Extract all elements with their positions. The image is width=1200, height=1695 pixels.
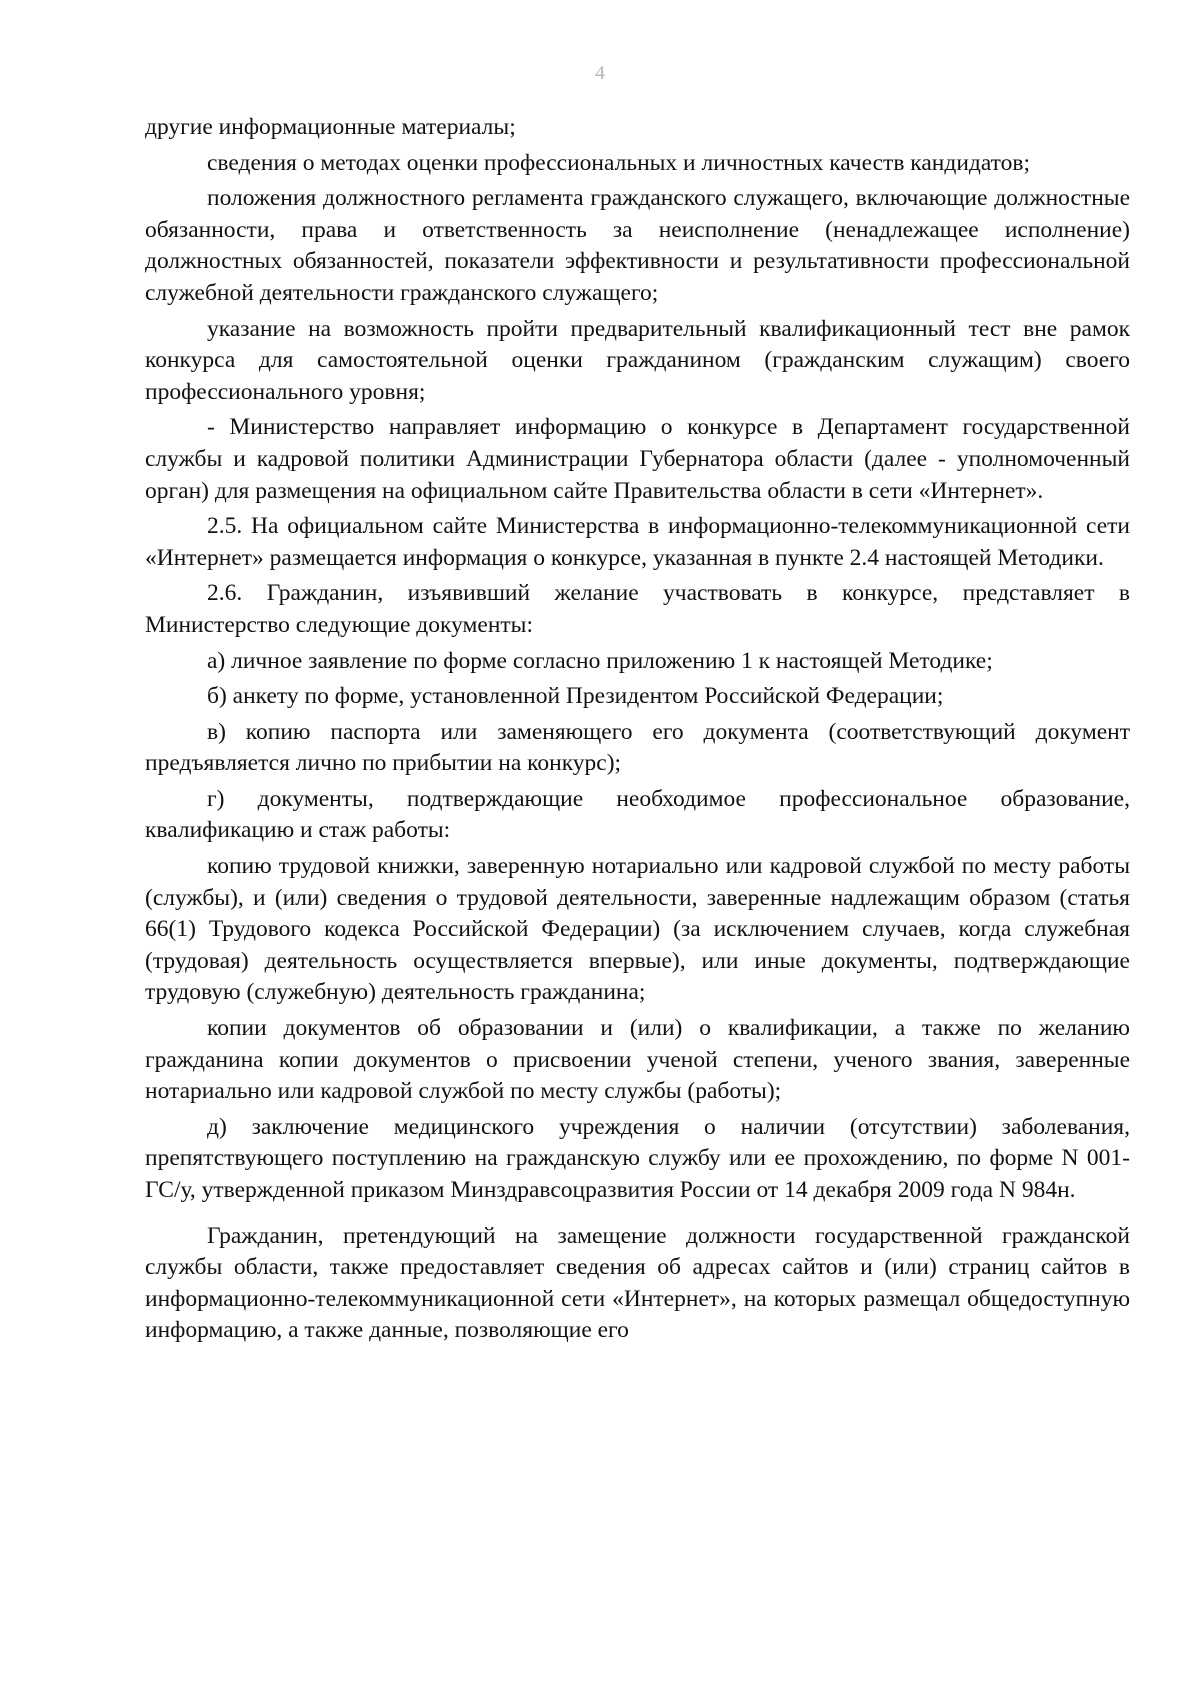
paragraph-2-5: 2.5. На официальном сайте Министерства в информационно-телекоммуникационной сети «Интернет» размещается информация о конкурсе, указанная в пункте 2.4 настоящей Методики.: [145, 513, 1130, 571]
paragraph-work-record-copy: копию трудовой книжки, заверенную нотариально или кадровой службой по месту работы (службы), и (или) сведения о трудовой деятельности, заверенные надлежащим образом (статья 66(1) Трудового кодекса Российской Федерации) (за исключением случаев, когда служебная (трудовая) деятельность осуществляется впервые), или иные документы, подтверждающие трудовую (служебную) деятельность гражданина;: [145, 853, 1130, 1006]
list-item-g: г) документы, подтверждающие необходимое профессиональное образование, квалификацию и стаж работы:: [145, 785, 1130, 844]
list-item-d: д) заключение медицинского учреждения о наличии (отсутствии) заболевания, препятствующего поступлению на гражданскую службу или ее прохождению, по форме N 001-ГС/у, утвержденной приказом Минздравсоцразвития России от 14 декабря 2009 года N 984н.: [145, 1113, 1130, 1203]
paragraph-assessment-methods: сведения о методах оценки профессиональных и личностных качеств кандидатов;: [207, 149, 1031, 176]
paragraph-qualification-test: указание на возможность пройти предварительный квалификационный тест вне рамок конкурса для самостоятельной оценки гражданином (гражданским служащим) своего профессионального уровня;: [145, 315, 1130, 405]
paragraph-job-regulations: положения должностного регламента гражданского служащего, включающие должностные обязанности, права и ответственность за неисполнение (ненадлежащее исполнение) должностных обязанностей, показатели эффективности и результативности профессиональной служебной деятельности гражданского служащего;: [145, 185, 1130, 306]
paragraph-ministry-sends-info: - Министерство направляет информацию о конкурсе в Департамент государственной службы и кадровой политики Администрации Губернатора области (далее - уполномоченный орган) для размещения на официальном сайте Правительства области в сети «Интернет».: [145, 414, 1130, 504]
list-item-b: б) анкету по форме, установленной Президентом Российской Федерации;: [207, 683, 944, 710]
paragraph-education-docs: копии документов об образовании и (или) о квалификации, а также по желанию гражданина копии документов о присвоении ученой степени, ученого звания, заверенные нотариально или кадровой службой по месту службы (работы);: [145, 1015, 1130, 1105]
page-number: 4: [595, 62, 605, 84]
list-item-v: в) копию паспорта или заменяющего его документа (соответствующий документ предъявляется лично по прибытии на конкурс);: [145, 718, 1130, 777]
paragraph-website-info: Гражданин, претендующий на замещение должности государственной гражданской службы области, также предоставляет сведения об адресах сайтов и (или) страниц сайтов в информационно-телекоммуникационной сети «Интернет», на которых размещал общедоступную информацию, а также данные, позволяющие его: [145, 1222, 1130, 1344]
list-item-a: а) личное заявление по форме согласно приложению 1 к настоящей Методике;: [207, 647, 993, 674]
paragraph-2-6: 2.6. Гражданин, изъявивший желание участвовать в конкурсе, представляет в Министерство следующие документы:: [145, 580, 1130, 638]
paragraph-other-materials: другие информационные материалы;: [145, 114, 516, 140]
document-body: [145, 112, 1130, 1351]
